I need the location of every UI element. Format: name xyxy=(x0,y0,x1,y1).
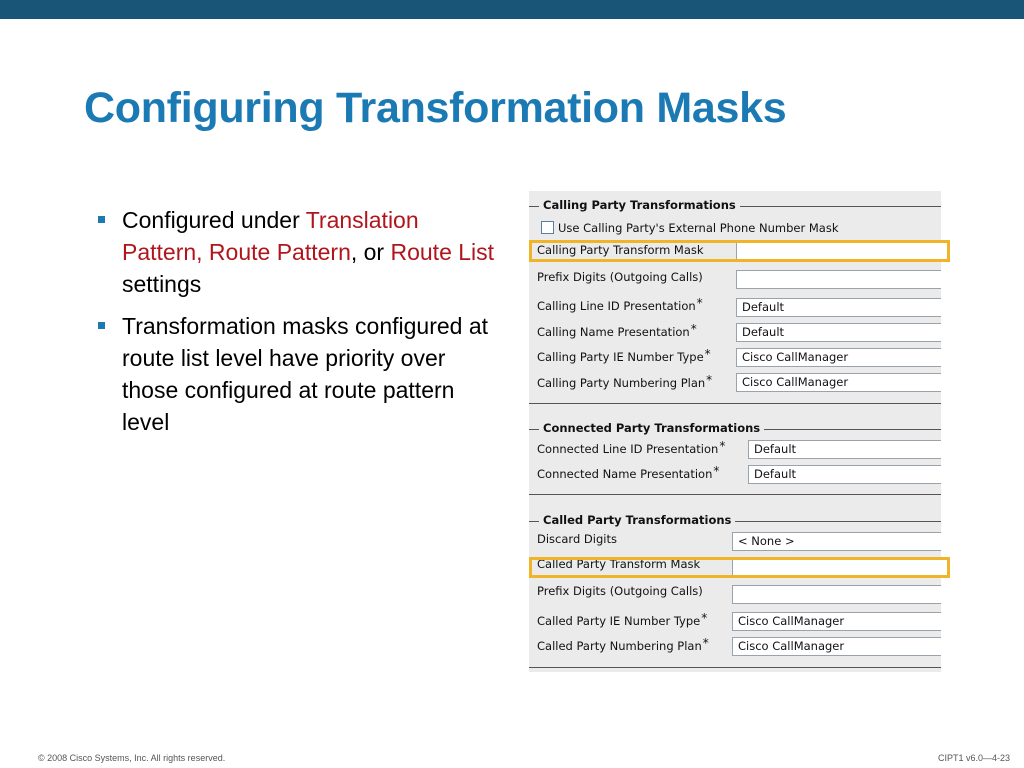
bullet-text: settings xyxy=(122,271,202,297)
copyright-footer: © 2008 Cisco Systems, Inc. All rights reserved. xyxy=(38,753,226,763)
calling-line-id-presentation-label: Calling Line ID Presentation* xyxy=(537,296,703,313)
required-marker: * xyxy=(696,296,703,310)
bullet-text: Configured under xyxy=(122,207,306,233)
called-numbering-plan-label: Called Party Numbering Plan* xyxy=(537,636,709,653)
calling-ie-number-type-label: Calling Party IE Number Type* xyxy=(537,347,711,364)
calling-numbering-plan-select[interactable]: Cisco CallManager xyxy=(736,373,941,392)
connected-section-header xyxy=(529,422,941,436)
connected-name-presentation-label: Connected Name Presentation* xyxy=(537,464,720,481)
required-marker: * xyxy=(702,636,709,650)
calling-transform-mask-label: Calling Party Transform Mask xyxy=(537,243,704,257)
transformations-panel xyxy=(529,191,941,672)
square-bullet-icon xyxy=(98,322,105,329)
required-marker: * xyxy=(719,439,726,453)
calling-section-header xyxy=(529,199,941,213)
connected-section-title: Connected Party Transformations xyxy=(539,421,764,435)
calling-name-presentation-label: Calling Name Presentation* xyxy=(537,322,697,339)
bullet-highlight: Route List xyxy=(390,239,495,265)
required-marker: * xyxy=(713,464,720,478)
bullet-text: , or xyxy=(350,239,391,265)
bullet-item xyxy=(98,204,498,300)
required-marker: * xyxy=(704,347,711,361)
called-transform-mask-label: Called Party Transform Mask xyxy=(537,557,701,571)
called-ie-number-type-label: Called Party IE Number Type* xyxy=(537,611,708,628)
discard-digits-select[interactable]: < None > xyxy=(732,532,941,551)
discard-digits-label: Discard Digits xyxy=(537,532,617,546)
calling-section-title: Calling Party Transformations xyxy=(539,198,740,212)
slide-title: Configuring Transformation Masks xyxy=(84,84,787,132)
connected-line-id-presentation-select[interactable]: Default xyxy=(748,440,941,459)
calling-line-id-presentation-select[interactable]: Default xyxy=(736,298,941,317)
connected-name-presentation-select[interactable]: Default xyxy=(748,465,941,484)
called-section-title: Called Party Transformations xyxy=(539,513,735,527)
required-marker: * xyxy=(706,373,713,387)
bullet-highlight: Translation Pattern, Route Pattern xyxy=(122,207,419,265)
called-ie-number-type-select[interactable]: Cisco CallManager xyxy=(732,612,941,631)
calling-mask-highlight xyxy=(529,240,950,262)
required-marker: * xyxy=(701,611,708,625)
called-numbering-plan-select[interactable]: Cisco CallManager xyxy=(732,637,941,656)
called-prefix-digits-label: Prefix Digits (Outgoing Calls) xyxy=(537,584,703,598)
section-divider xyxy=(529,403,941,404)
section-divider xyxy=(529,667,941,668)
square-bullet-icon xyxy=(98,216,105,223)
bullet-item xyxy=(98,310,498,438)
calling-name-presentation-select[interactable]: Default xyxy=(736,323,941,342)
section-divider xyxy=(529,494,941,495)
called-prefix-digits-input[interactable] xyxy=(732,585,941,604)
called-section-header xyxy=(529,514,941,528)
calling-prefix-digits-label: Prefix Digits (Outgoing Calls) xyxy=(537,270,703,284)
calling-prefix-digits-input[interactable] xyxy=(736,270,941,289)
bullet-list xyxy=(98,204,498,448)
external-mask-checkbox[interactable] xyxy=(541,221,554,234)
called-mask-highlight xyxy=(529,557,950,578)
top-banner xyxy=(0,0,1024,19)
calling-numbering-plan-label: Calling Party Numbering Plan* xyxy=(537,373,713,390)
connected-line-id-presentation-label: Connected Line ID Presentation* xyxy=(537,439,726,456)
bullet-text: Transformation masks configured at route list level have priority over those configured at route pattern level xyxy=(122,313,489,435)
slide-number-footer: CIPT1 v6.0—4-23 xyxy=(937,753,1010,763)
external-mask-checkbox-label: Use Calling Party's External Phone Number Mask xyxy=(558,221,839,235)
calling-ie-number-type-select[interactable]: Cisco CallManager xyxy=(736,348,941,367)
required-marker: * xyxy=(690,322,697,336)
